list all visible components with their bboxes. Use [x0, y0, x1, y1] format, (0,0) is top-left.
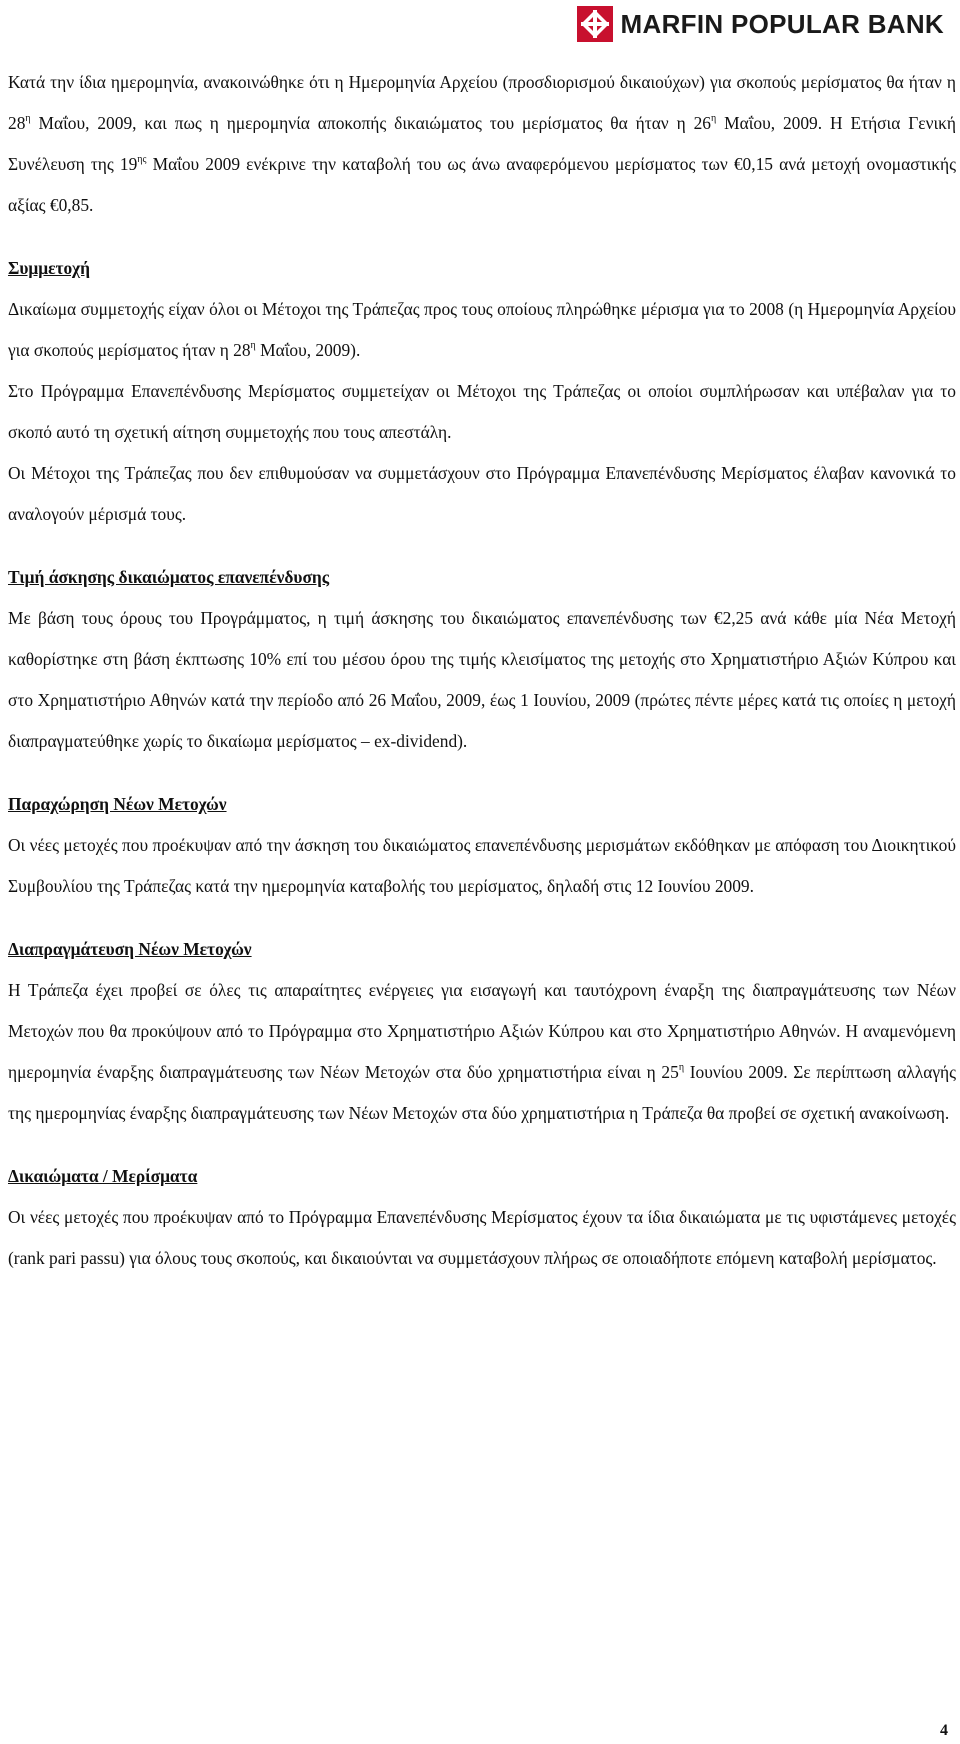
- document-body: [8, 62, 956, 1279]
- page-number: 4: [940, 1722, 948, 1739]
- bank-logo: [577, 6, 944, 42]
- section-heading-participation: Συμμετοχή: [8, 258, 90, 278]
- rights-paragraph: Οι νέες μετοχές που προέκυψαν από το Πρόγραμμα Επανεπένδυσης Μερίσματος έχουν τα ίδια δικαιώματα με τις υφιστάμενες μετοχές (rank pari passu) για όλους τους σκοπούς, και δικαιούνται να συμμετάσχουν πλήρως σε οποιαδήποτε επόμενη καταβολή μερίσματος.: [8, 1207, 956, 1268]
- participation-paragraph-2: Στο Πρόγραμμα Επανεπένδυσης Μερίσματος συμμετείχαν οι Μέτοχοι της Τράπεζας οι οποίοι συμπλήρωσαν και υπέβαλαν για το σκοπό αυτό τη σχετική αίτηση συμμετοχής που τους απεστάλη.: [8, 381, 956, 442]
- section-heading-trading: Διαπραγμάτευση Νέων Μετοχών: [8, 939, 252, 959]
- bank-logo-icon: [577, 6, 613, 42]
- participation-paragraph-1: Δικαίωμα συμμετοχής είχαν όλοι οι Μέτοχοι της Τράπεζας προς τους οποίους πληρώθηκε μέρισμα για το 2008 (η Ημερομηνία Αρχείου για σκοπούς μερίσματος ήταν η $28^\eta$ Μαΐου, 2009).: [8, 299, 956, 360]
- participation-paragraph-3: Οι Μέτοχοι της Τράπεζας που δεν επιθυμούσαν να συμμετάσχουν στο Πρόγραμμα Επανεπένδυσης Μερίσματος έλαβαν κανονικά το αναλογούν μέρισμά τους.: [8, 463, 956, 524]
- allotment-paragraph: Οι νέες μετοχές που προέκυψαν από την άσκηση του δικαιώματος επανεπένδυσης μερισμάτων εκδόθηκαν με απόφαση του Διοικητικού Συμβουλίου της Τράπεζας κατά την ημερομηνία καταβολής του μερίσματος, δηλαδή στις 12 Ιουνίου 2009.: [8, 835, 956, 896]
- bank-name: MARFIN POPULAR BANK: [620, 8, 944, 39]
- intro-paragraph: Κατά την ίδια ημερομηνία, ανακοινώθηκε ότι η Ημερομηνία Αρχείου (προσδιορισμού δικαιούχων) για σκοπούς μερίσματος θα ήταν η $28^\eta$ Μαΐου, 2009, και πως η ημερομηνία αποκοπής δικαιώματος του μερίσματος θα ήταν η $26^\eta$ Μαΐου, 2009. Η Ετήσια Γενική Συνέλευση της $19^{\eta\varsigma}$ Μαΐου 2009 ενέκρινε την καταβολή του ως άνω αναφερόμενου μερίσματος των €0,15 ανά μετοχή ονομαστικής αξίας €0,85.: [8, 72, 956, 215]
- section-heading-price: Τιμή άσκησης δικαιώματος επανεπένδυσης: [8, 567, 330, 587]
- section-heading-rights: Δικαιώματα / Μερίσματα: [8, 1166, 198, 1186]
- price-paragraph: Με βάση τους όρους του Προγράμματος, η τιμή άσκησης του δικαιώματος επανεπένδυσης των €2,25 ανά κάθε μία Νέα Μετοχή καθορίστηκε στη βάση έκπτωσης 10% επί του μέσου όρου της τιμής κλεισίματος της μετοχής στο Χρηματιστήριο Αξιών Κύπρου και στο Χρηματιστήριο Αθηνών κατά την περίοδο από 26 Μαΐου, 2009, έως 1 Ιουνίου, 2009 (πρώτες πέντε μέρες κατά τις οποίες η μετοχή διαπραγματεύθηκε χωρίς το δικαίωμα μερίσματος – ex-dividend).: [8, 608, 956, 751]
- section-heading-allotment: Παραχώρηση Νέων Μετοχών: [8, 794, 227, 814]
- trading-paragraph: Η Τράπεζα έχει προβεί σε όλες τις απαραίτητες ενέργειες για εισαγωγή και ταυτόχρονη έναρξη της διαπραγμάτευσης των Νέων Μετοχών που θα προκύψουν από το Πρόγραμμα στο Χρηματιστήριο Αξιών Κύπρου και στο Χρηματιστήριο Αθηνών. Η αναμενόμενη ημερομηνία έναρξης διαπραγμάτευσης των Νέων Μετοχών στα δύο χρηματιστήρια είναι η $25^\eta$ Ιουνίου 2009. Σε περίπτωση αλλαγής της ημερομηνίας έναρξης διαπραγμάτευσης των Νέων Μετοχών στα δύο χρηματιστήρια η Τράπεζα θα προβεί σε σχετική ανακοίνωση.: [8, 980, 956, 1123]
